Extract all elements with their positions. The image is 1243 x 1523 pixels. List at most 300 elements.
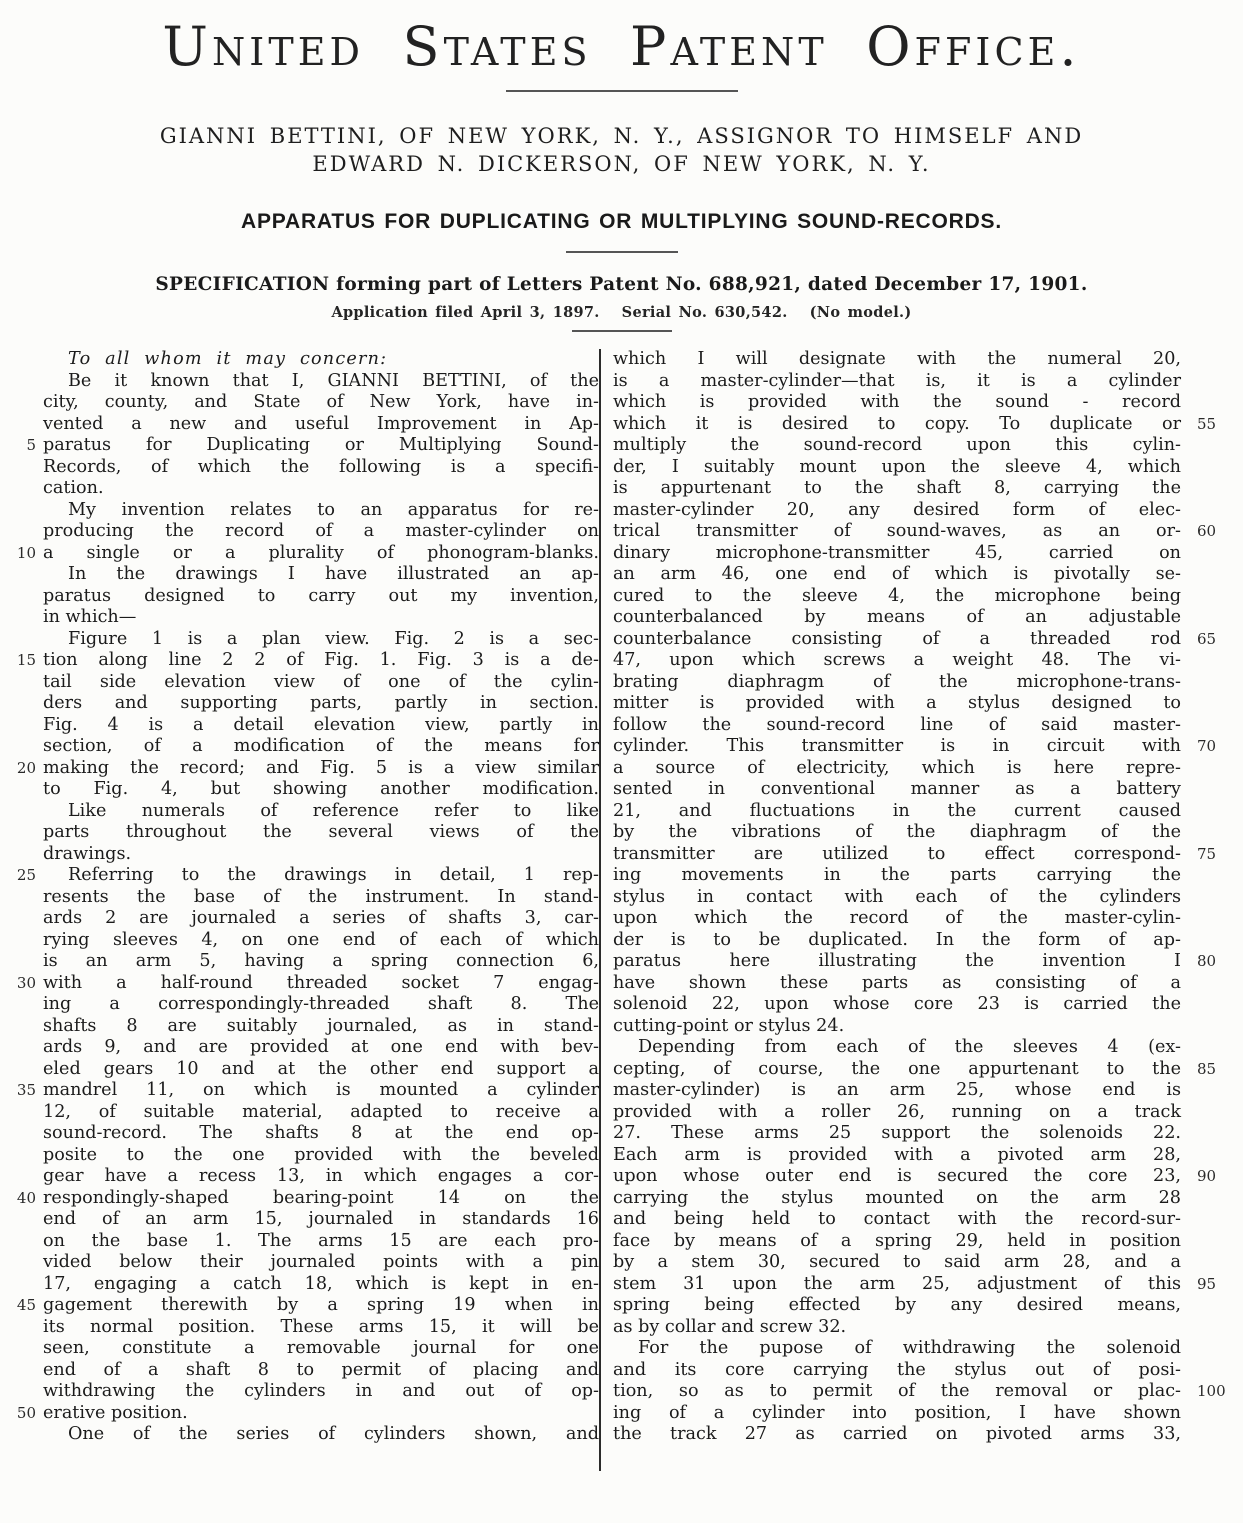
text-line-content: counterbalance consisting of a threaded rod [613,628,1181,649]
line-number: 75 [1197,844,1217,863]
text-line [613,1080,1243,1102]
text-line [613,1188,1243,1210]
text-line [0,1037,599,1059]
line-number [0,736,43,758]
line-number [0,908,43,930]
text-line [613,951,1243,973]
line-number [0,1381,43,1403]
text-line-content: a source of electricity, which is here repre- [613,757,1181,778]
left-column [0,349,599,1471]
text-line [0,586,599,608]
text-line-content: counterbalanced by means of an adjustable [613,607,1181,627]
text-line [0,715,599,737]
text-line [0,1274,599,1296]
text-line-content: cylinder. This transmitter is in circuit with [613,736,1181,756]
line-number [0,414,43,436]
text-line [0,1059,599,1081]
text-line [0,1338,599,1360]
text-line [613,736,1243,758]
line-number [0,1424,43,1446]
text-line [613,822,1243,844]
text-line [0,1123,599,1145]
text-line-content: ing of a cylinder into position, I have shown [613,1402,1181,1423]
text-line [0,521,599,543]
text-line-content: an arm 46, one end of which is pivotally se- [613,564,1181,584]
patentees-line-1: GIANNI BETTINI, OF NEW YORK, N. Y., ASSIGNOR TO HIMSELF AND [159,124,1084,148]
text-line [0,844,599,866]
text-line [0,457,599,479]
text-line-content: which I will designate with the numeral 20, [613,349,1181,369]
text-line [0,994,599,1016]
text-line-content: rying sleeves 4, on one end of each of which [43,929,599,950]
text-line-content: trical transmitter of sound-waves, as an or- [613,521,1181,541]
text-line-content: upon whose outer end is secured the core 23, [613,1166,1181,1186]
text-line [613,500,1243,522]
text-line [613,801,1243,823]
line-number [1181,908,1243,930]
text-line [613,672,1243,694]
text-line-content: by the vibrations of the diaphragm of the [613,822,1181,842]
text-line-content: brating diaphragm of the microphone-trans- [613,671,1181,692]
line-number [0,629,43,651]
text-line [613,521,1243,543]
line-number [1181,1037,1243,1059]
line-number [1181,1016,1243,1038]
text-line [613,994,1243,1016]
text-line-content: end of an arm 15, journaled in standards 16 [43,1209,599,1229]
text-line-content: eled gears 10 and at the other end support a [43,1058,599,1079]
text-line-content: face by means of a spring 29, held in position [613,1230,1181,1251]
text-line [0,1360,599,1382]
text-line [0,1080,599,1102]
line-number [0,457,43,479]
text-line-content: sound-record. The shafts 8 at the end op- [43,1123,599,1143]
text-line [0,414,599,436]
text-line [0,564,599,586]
text-line-content: which it is desired to copy. To duplicate or [613,413,1181,434]
text-line-content: and its core carrying the stylus out of posi- [613,1359,1181,1380]
line-number [0,994,43,1016]
text-line-content: One of the series of cylinders shown, and [68,1424,599,1444]
line-number: 95 [1197,1274,1217,1293]
line-number: 20 [16,758,36,777]
patentees-line-2: EDWARD N. DICKERSON, OF NEW YORK, N. Y. [312,152,931,176]
text-line [613,478,1243,500]
text-line-content: parts throughout the several views of the [43,822,599,842]
text-line-content: For the pupose of withdrawing the solenoid [638,1338,1181,1358]
text-line-content: seen, constitute a removable journal for one [43,1338,599,1358]
text-line [613,908,1243,930]
text-line-content: cutting-point or stylus 24. [613,1015,845,1036]
text-line-content: and being held to contact with the record-sur- [613,1209,1181,1229]
text-line [0,607,599,629]
right-column column-divider [599,349,1243,1471]
line-number [1181,779,1243,801]
line-number: 80 [1197,952,1217,970]
text-line [613,1403,1243,1425]
line-number: 45 [16,1296,36,1314]
patentees-block [0,122,1243,178]
text-line [613,1016,1243,1038]
text-line [613,457,1243,479]
line-number [1181,1424,1243,1446]
text-line [0,801,599,823]
text-line-content: stem 31 upon the arm 25, adjustment of this [613,1273,1181,1294]
text-line-content: 17, engaging a catch 18, which is kept in en- [43,1273,599,1294]
mid-divider-rule [566,251,678,253]
line-number [1181,1360,1243,1382]
text-line-content: erative position. [43,1402,188,1423]
text-line [0,1403,599,1425]
line-number [0,1317,43,1339]
text-line [0,1295,599,1317]
text-line [613,1274,1243,1296]
line-number [0,1123,43,1145]
text-line [613,1338,1243,1360]
application-line: Application filed April 3, 1897. Serial No. 630,542. (No model.) [331,304,912,321]
text-line-content: on the base 1. The arms 15 are each pro- [43,1230,599,1251]
text-line-content: cepting, of course, the one appurtenant to the [613,1058,1181,1079]
text-line [613,586,1243,608]
line-number [1181,1317,1243,1339]
text-line [0,1209,599,1231]
text-line [0,672,599,694]
text-line [613,1424,1243,1446]
text-line-content: stylus in contact with each of the cylinders [613,886,1181,907]
text-line-content: as by collar and screw 32. [613,1316,847,1337]
text-line [613,1295,1243,1317]
line-number [1181,672,1243,694]
line-number [0,478,43,500]
line-number [1181,478,1243,500]
line-number [1181,1338,1243,1360]
line-number [0,392,43,414]
text-line [613,629,1243,651]
invention-title: APPARATUS FOR DUPLICATING OR MULTIPLYING SOUND-RECORDS. [240,210,1002,233]
application-divider-rule [572,330,672,332]
text-line [0,543,599,565]
text-line-content: withdrawing the cylinders in and out of op- [43,1381,599,1401]
text-line-content: dinary microphone-transmitter 45, carried on [613,542,1181,563]
text-line-content: upon which the record of the master-cylin- [613,908,1181,928]
line-number [0,715,43,737]
text-line [613,930,1243,952]
text-line-content: vented a new and useful Improvement in Ap- [43,413,599,434]
text-line-content: 47, upon which screws a weight 48. The vi- [613,650,1181,670]
text-line-content: follow the sound-record line of said master- [613,714,1181,735]
text-line-content: ing a correspondingly-threaded shaft 8. The [43,994,599,1014]
text-line [613,779,1243,801]
line-number [0,951,43,973]
line-number [0,1166,43,1188]
text-line-content: posite to the one provided with the beveled [43,1144,599,1165]
line-number [1181,1295,1243,1317]
text-line-content: paratus designed to carry out my invention, [43,585,599,606]
line-number [1181,930,1243,952]
line-number [1181,715,1243,737]
text-line-content: provided with a roller 26, running on a track [613,1101,1181,1122]
text-line-content: 21, and fluctuations in the current caused [613,800,1181,821]
line-number [1181,1209,1243,1231]
text-line-content: ing movements in the parts carrying the [613,865,1181,885]
line-number: 85 [1197,1059,1217,1078]
text-line-content: Like numerals of reference refer to like [68,800,599,821]
line-number: 40 [16,1188,36,1207]
text-line-content: ards 2 are journaled a series of shafts 3, car- [43,908,599,928]
text-line [613,844,1243,866]
text-line [0,478,599,500]
text-line [0,779,599,801]
text-line-content: multiply the sound-record upon this cylin- [613,435,1181,455]
line-number [1181,392,1243,414]
line-number [0,586,43,608]
text-line [613,371,1243,393]
text-line [0,1231,599,1253]
text-line [613,1209,1243,1231]
line-number [0,349,43,371]
text-line-content: the track 27 as carried on pivoted arms 33, [613,1424,1181,1444]
text-line [0,887,599,909]
text-line [0,650,599,672]
line-number [0,500,43,522]
text-line [613,564,1243,586]
line-number: 60 [1197,522,1217,540]
text-line-content: producing the record of a master-cylinder on [43,521,599,541]
line-number [1181,457,1243,479]
line-number [0,1252,43,1274]
line-number [0,1209,43,1231]
line-number [1181,865,1243,887]
text-line-content: cation. [43,478,104,498]
line-number [1181,1231,1243,1253]
text-line-content: have shown these parts as consisting of a [613,972,1181,993]
line-number [1181,349,1243,371]
text-line-content: Figure 1 is a plan view. Fig. 2 is a sec- [68,628,599,649]
text-line-content: is appurtenant to the shaft 8, carrying the [613,478,1181,498]
line-number [0,1059,43,1081]
text-line-content: with a half-round threaded socket 7 engag- [43,972,599,993]
line-number [1181,435,1243,457]
text-line-content: cured to the sleeve 4, the microphone being [613,585,1181,606]
text-line [613,1102,1243,1124]
text-line [0,500,599,522]
line-number [1181,1145,1243,1167]
text-line [613,1037,1243,1059]
line-number [1181,1102,1243,1124]
text-line-content: tail side elevation view of one of the cylin- [43,671,599,692]
text-line [0,908,599,930]
line-number [0,887,43,909]
text-line [0,1252,599,1274]
text-line-content: in which— [43,607,137,627]
line-number [0,1360,43,1382]
line-number [1181,994,1243,1016]
line-number [0,844,43,866]
text-line-content: solenoid 22, upon whose core 23 is carried the [613,994,1181,1014]
text-line-content: Depending from each of the sleeves 4 (ex- [638,1037,1181,1057]
line-number [0,521,43,543]
body-columns [0,349,1243,1471]
text-line-content: gear have a recess 13, in which engages a cor- [43,1166,599,1186]
text-line [0,1102,599,1124]
text-line-content: In the drawings I have illustrated an ap- [68,564,599,584]
text-line-content: der is to be duplicated. In the form of ap- [613,929,1181,950]
text-line-content: carrying the stylus mounted on the arm 28 [613,1187,1181,1208]
line-number [1181,758,1243,780]
text-line [0,1166,599,1188]
line-number [1181,543,1243,565]
text-line [0,1381,599,1403]
line-number [0,607,43,629]
line-number [0,693,43,715]
line-number [1181,887,1243,909]
text-line [0,693,599,715]
line-number [0,779,43,801]
line-number [1181,1080,1243,1102]
text-line-content: transmitter are utilized to effect correspond- [613,843,1181,864]
line-number [1181,607,1243,629]
text-line-content: which is provided with the sound - record [613,392,1181,412]
line-number [0,1102,43,1124]
text-line [0,371,599,393]
text-line-content: is an arm 5, having a spring connection 6, [43,951,599,971]
text-line [0,1145,599,1167]
line-number [0,672,43,694]
text-line-content: respondingly-shaped bearing-point 14 on the [43,1187,599,1208]
text-line [613,973,1243,995]
line-number: 35 [16,1081,36,1099]
text-line-content: Referring to the drawings in detail, 1 rep- [68,865,599,885]
text-line-content: is a master-cylinder—that is, it is a cylinder [613,370,1181,391]
text-line-content: 12, of suitable material, adapted to receive a [43,1101,599,1122]
text-line-content: der, I suitably mount upon the sleeve 4, which [613,456,1181,477]
line-number: 50 [16,1403,36,1422]
line-number [0,1037,43,1059]
line-number [0,371,43,393]
text-line-content: shafts 8 are suitably journaled, as in stand- [43,1015,599,1036]
text-line [613,392,1243,414]
text-line [0,758,599,780]
text-line-content: by a stem 30, secured to said arm 28, and a [613,1252,1181,1272]
text-line [0,392,599,414]
text-line [0,930,599,952]
text-line [0,1188,599,1210]
text-line [613,865,1243,887]
text-line-content: sented in conventional manner as a battery [613,779,1181,799]
line-number [1181,371,1243,393]
text-line [0,951,599,973]
line-number: 15 [16,651,36,669]
text-line [613,414,1243,436]
text-line [613,1381,1243,1403]
text-line [613,650,1243,672]
text-line [613,715,1243,737]
text-line-content: city, county, and State of New York, have in- [43,392,599,412]
text-line [613,1166,1243,1188]
text-line [0,629,599,651]
line-number [0,1338,43,1360]
text-line [613,543,1243,565]
line-number: 30 [16,973,36,992]
text-line [0,1317,599,1339]
text-line [0,435,599,457]
text-line [0,349,599,371]
text-line-content: ders and supporting parts, partly in section. [43,693,599,713]
text-line-content: 27. These arms 25 support the solenoids 22. [613,1123,1181,1143]
line-number [0,1016,43,1038]
text-line-content: resents the base of the instrument. In stand- [43,886,599,907]
line-number [1181,564,1243,586]
line-number: 100 [1197,1382,1226,1400]
text-line-content: making the record; and Fig. 5 is a view similar [43,757,599,778]
line-number: 25 [16,866,36,884]
title-divider-rule [506,90,738,92]
text-line [613,1317,1243,1339]
line-number [0,1231,43,1253]
line-number [0,801,43,823]
line-number [0,930,43,952]
text-line [0,1016,599,1038]
line-number: 90 [1197,1167,1217,1185]
text-line-content: Be it known that I, GIANNI BETTINI, of the [68,370,599,391]
text-line-content: paratus here illustrating the invention I [613,951,1181,971]
text-line-content: Records, of which the following is a specifi- [43,456,599,477]
line-number: 70 [1197,737,1217,755]
text-line-content: vided below their journaled points with a pin [43,1252,599,1272]
text-line-content: its normal position. These arms 15, it will be [43,1316,599,1337]
text-line [613,758,1243,780]
text-line [613,1059,1243,1081]
line-number [1181,1403,1243,1425]
line-number [0,1274,43,1296]
text-line-content: tion along line 2 2 of Fig. 1. Fig. 3 is a de- [43,650,599,670]
specification-line: SPECIFICATION forming part of Letters Patent No. 688,921, dated December 17, 1901. [155,274,1088,295]
text-line [613,1252,1243,1274]
text-line-content: ards 9, and are provided at one end with bev- [43,1037,599,1057]
text-line-content: mitter is provided with a stylus designed to [613,693,1181,713]
text-line-content: Each arm is provided with a pivoted arm 28, [613,1144,1181,1165]
line-number [0,564,43,586]
text-line [613,887,1243,909]
line-number [1181,586,1243,608]
line-number [1181,500,1243,522]
text-line-content: mandrel 11, on which is mounted a cylinder [43,1080,599,1100]
line-number: 55 [1197,414,1217,433]
line-number [1181,801,1243,823]
text-line [613,349,1243,371]
text-line [613,693,1243,715]
text-line-content: a single or a plurality of phonogram-blanks. [43,542,599,563]
text-line-content: tion, so as to permit of the removal or plac- [613,1381,1181,1401]
text-line [0,736,599,758]
text-line-content: drawings. [43,843,132,864]
text-line [613,1360,1243,1382]
text-line [0,1424,599,1446]
line-number [1181,822,1243,844]
line-number [0,822,43,844]
text-line [0,973,599,995]
text-line [0,822,599,844]
masthead [0,0,1243,332]
line-number: 5 [26,436,36,454]
text-line-content: spring being effected by any desired means, [613,1295,1181,1315]
line-number [1181,973,1243,995]
text-line [613,1123,1243,1145]
office-title: United States Patent Office. [162,15,1081,78]
text-line-content: to Fig. 4, but showing another modification. [43,779,599,799]
text-line-content: end of a shaft 8 to permit of placing and [43,1359,599,1380]
line-number: 10 [16,543,36,562]
